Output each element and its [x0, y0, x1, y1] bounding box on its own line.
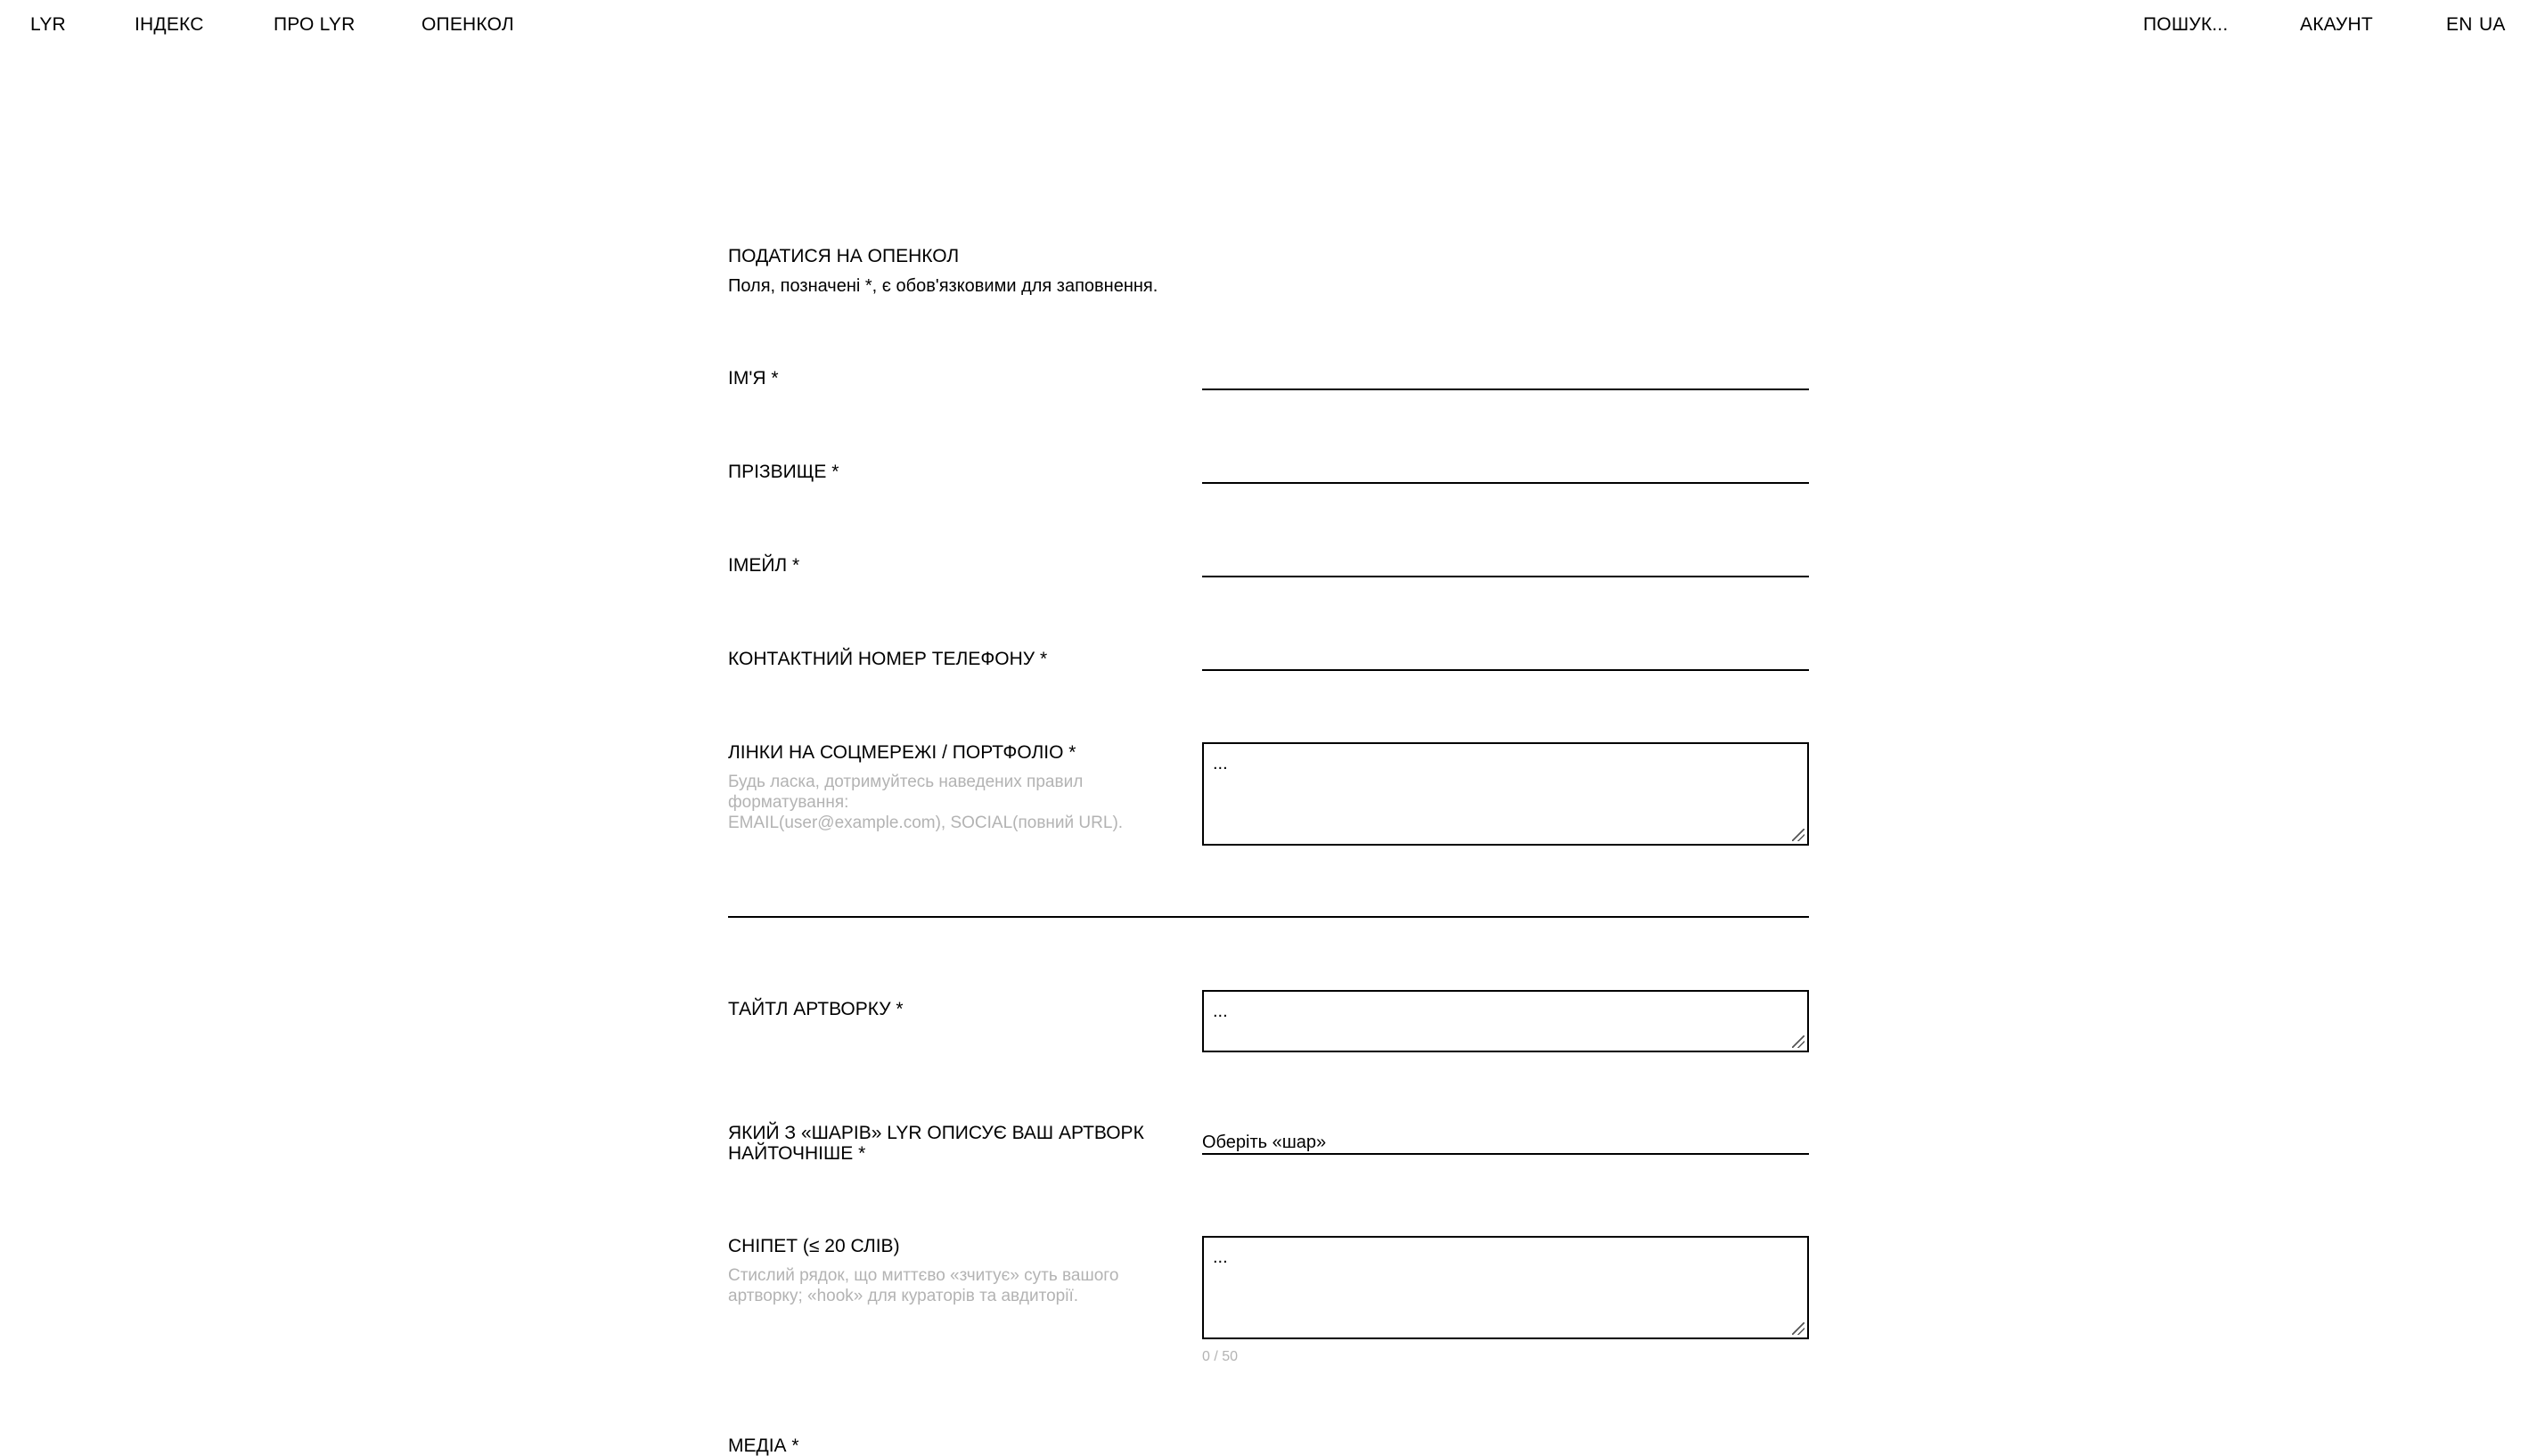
section-divider [728, 916, 1809, 918]
links-hint [728, 772, 1174, 833]
links-placeholder: ... [1213, 754, 1228, 773]
form-required-note: Поля, позначені *, є обов'язковими для заповнення. [728, 276, 1158, 296]
email-input[interactable] [1202, 547, 1809, 577]
links-label: ЛІНКИ НА СОЦМЕРЕЖІ / ПОРТФОЛІО * [728, 742, 1076, 763]
links-textarea[interactable] [1202, 742, 1809, 846]
nav-item-opencall[interactable]: ОПЕНКОЛ [421, 14, 514, 35]
last-name-label: ПРІЗВИЩЕ * [728, 462, 839, 482]
artwork-title-placeholder: ... [1213, 1002, 1228, 1021]
account-link[interactable]: АКАУНТ [2300, 14, 2373, 35]
lang-ua-link[interactable]: UA [2479, 14, 2506, 35]
lang-en-link[interactable]: EN [2446, 14, 2473, 35]
links-hint-line: форматування: [728, 793, 849, 812]
snippet-label: СНІПЕТ (≤ 20 СЛІВ) [728, 1236, 900, 1256]
resize-grip-icon[interactable] [1792, 829, 1805, 841]
resize-grip-icon[interactable] [1792, 1322, 1805, 1335]
layer-select[interactable] [1202, 1125, 1809, 1155]
links-hint-line: Будь ласка, дотримуйтесь наведених правил [728, 773, 1084, 791]
nav-item-about[interactable]: ПРО LYR [274, 14, 356, 35]
artwork-title-label: ТАЙТЛ АРТВОРКУ * [728, 999, 904, 1019]
layer-label [728, 1123, 1156, 1164]
first-name-input[interactable] [1202, 360, 1809, 390]
media-label: МЕДІА * [728, 1436, 799, 1456]
nav-item-index[interactable]: ІНДЕКС [135, 14, 204, 35]
snippet-placeholder: ... [1213, 1247, 1228, 1267]
snippet-hint-line: артворку; «hook» для кураторів та авдиторії. [728, 1287, 1078, 1305]
form-title: ПОДАТИСЯ НА ОПЕНКОЛ [728, 246, 960, 266]
layer-label-line: НАЙТОЧНІШЕ * [728, 1143, 866, 1164]
logo-link[interactable]: LYR [30, 14, 66, 35]
first-name-label: ІМ'Я * [728, 368, 779, 389]
phone-input[interactable] [1202, 641, 1809, 671]
resize-grip-icon[interactable] [1792, 1035, 1805, 1048]
phone-label: КОНТАКТНИЙ НОМЕР ТЕЛЕФОНУ * [728, 649, 1048, 669]
snippet-word-counter: 0 / 50 [1202, 1349, 1239, 1364]
last-name-input[interactable] [1202, 454, 1809, 484]
snippet-hint [728, 1265, 1174, 1306]
links-hint-line: EMAIL(user@example.com), SOCIAL(повний URL). [728, 814, 1124, 832]
artwork-title-textarea[interactable] [1202, 990, 1809, 1052]
layer-select-value: Оберіть «шар» [1202, 1133, 1327, 1152]
layer-label-line: ЯКИЙ З «ШАРІВ» LYR ОПИСУЄ ВАШ АРТВОРК [728, 1123, 1144, 1143]
snippet-textarea[interactable] [1202, 1236, 1809, 1339]
opencall-form [728, 0, 1810, 1456]
email-label: ІМЕЙЛ * [728, 555, 800, 576]
search-link[interactable]: ПОШУК... [2143, 14, 2229, 35]
snippet-hint-line: Стислий рядок, що миттєво «зчитує» суть вашого [728, 1266, 1119, 1285]
